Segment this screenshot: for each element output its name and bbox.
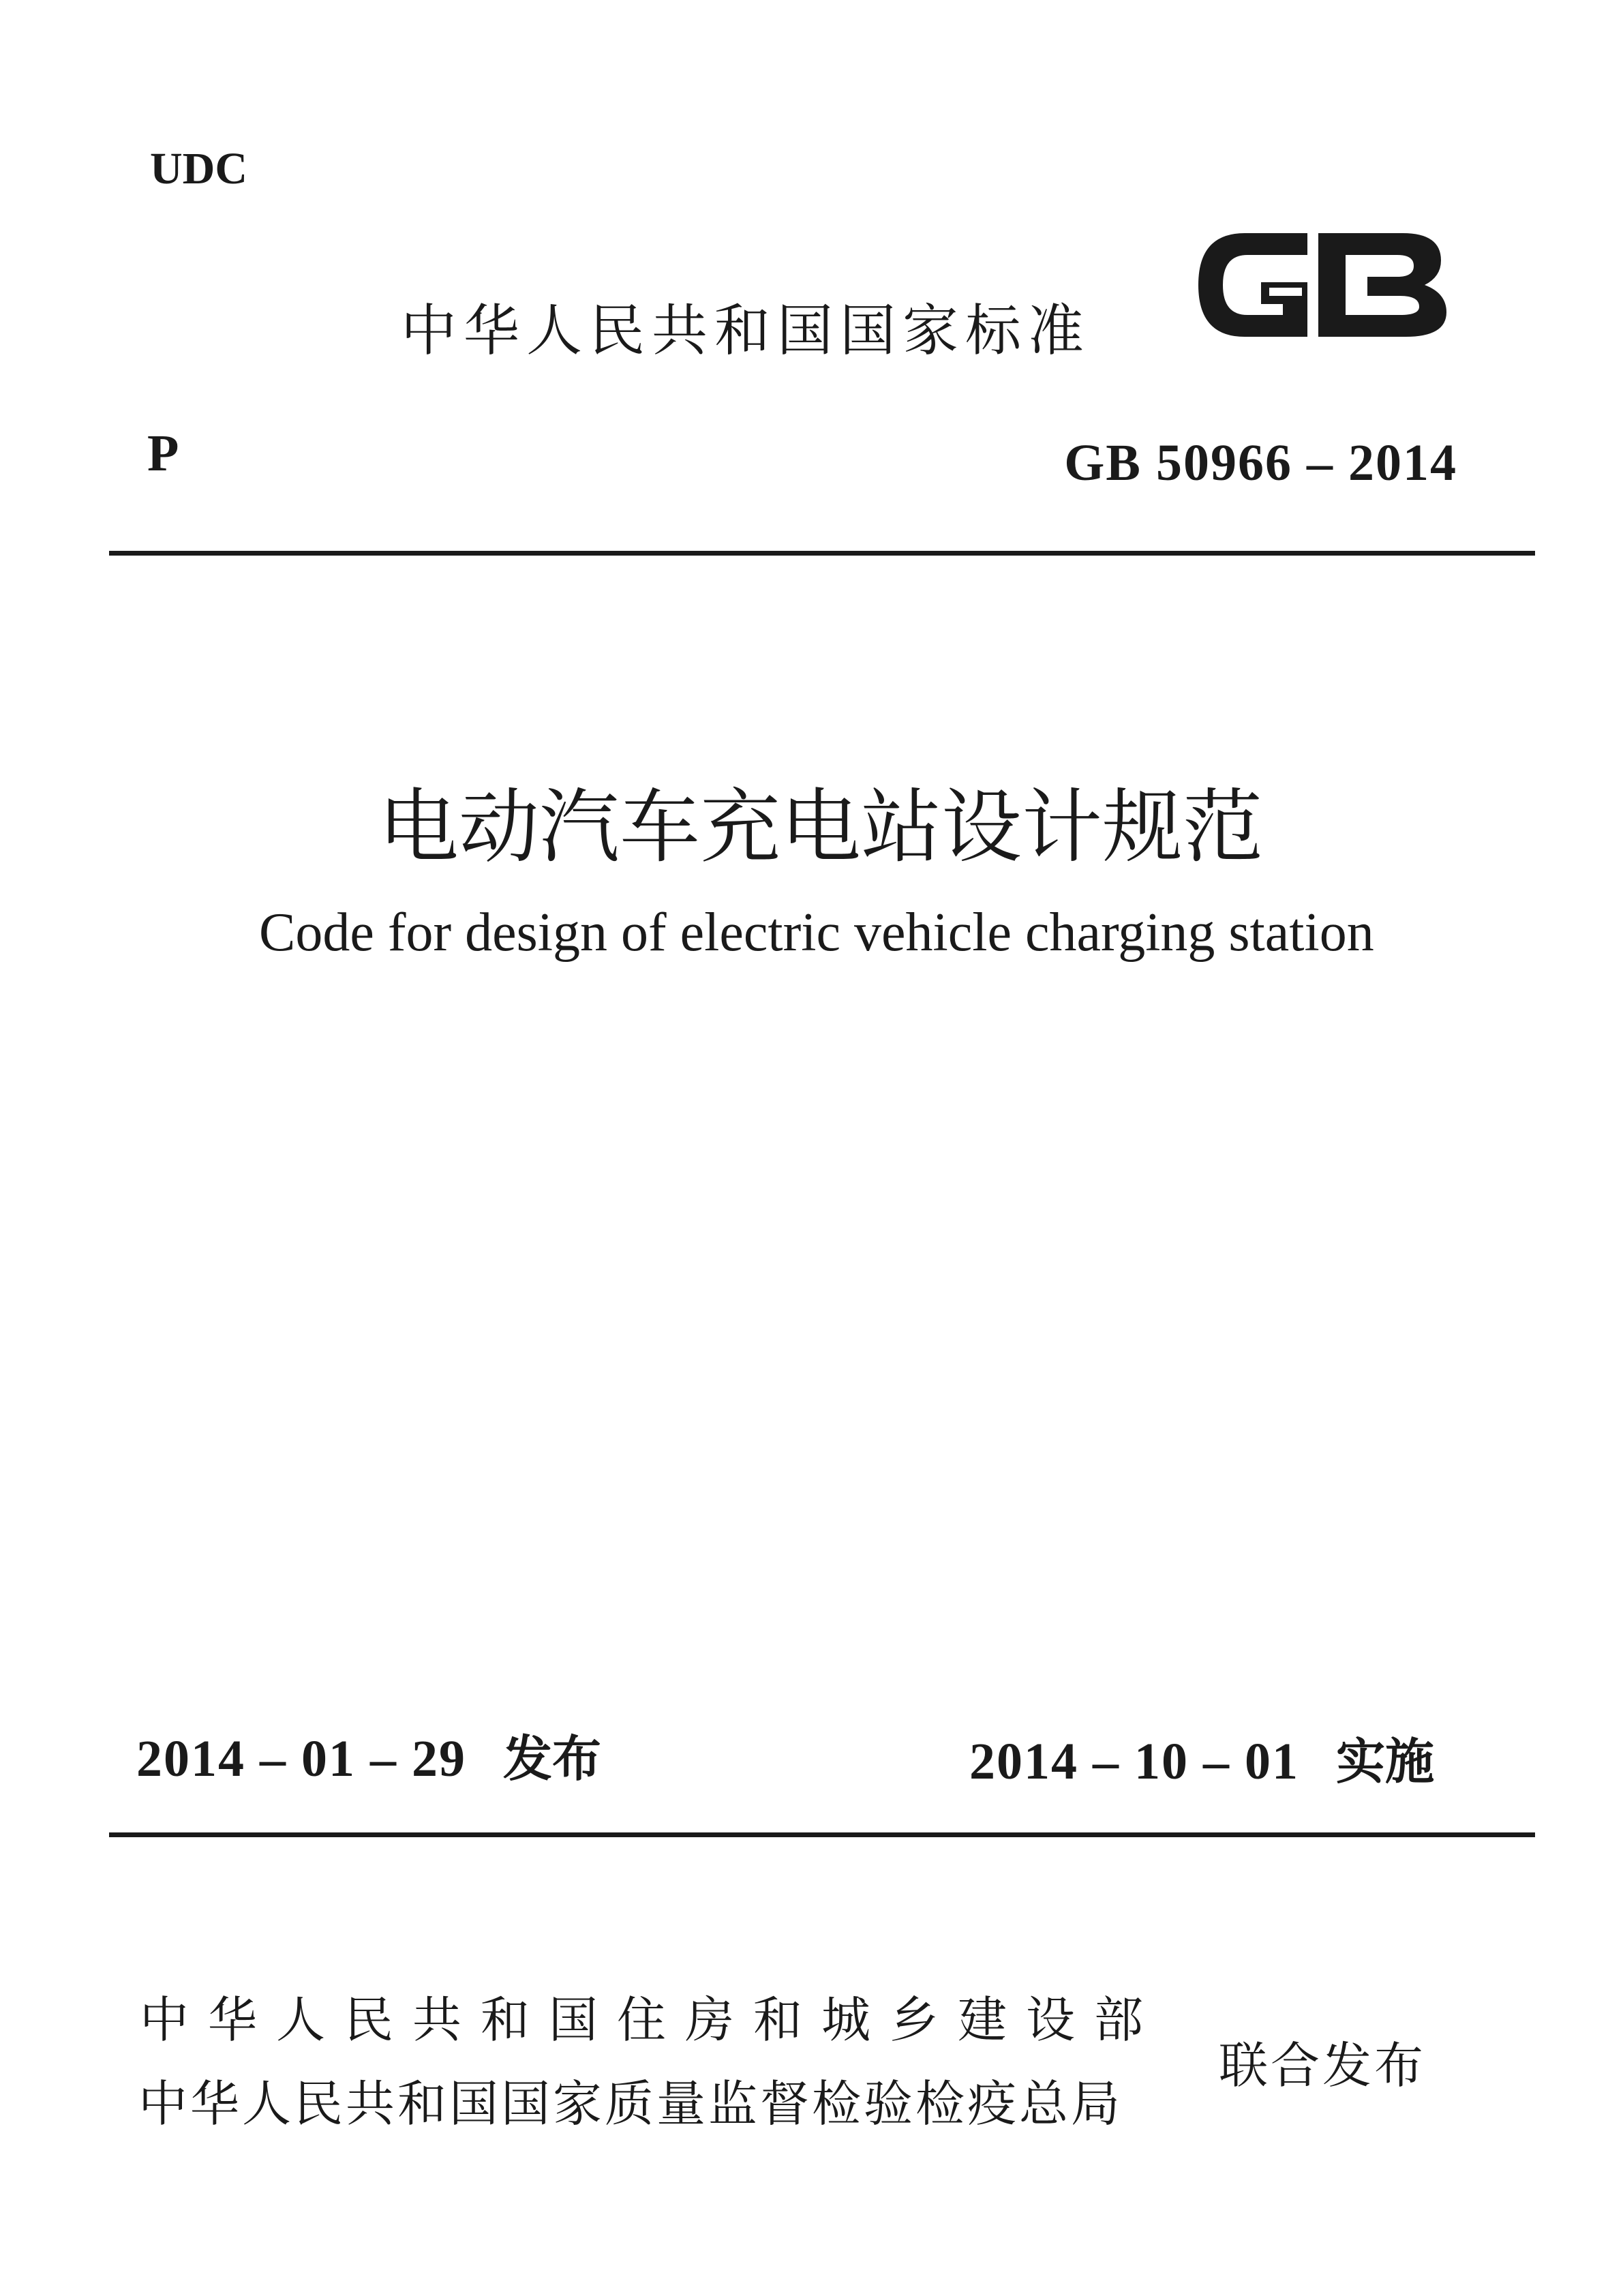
top-divider — [109, 551, 1535, 556]
effective-date: 2014 – 10 – 01 — [969, 1733, 1299, 1790]
bottom-divider — [109, 1832, 1535, 1837]
issuer-aqsiq: 中华人民共和国国家质量监督检验检疫总局 — [138, 2075, 1123, 2132]
classification-code: P — [147, 425, 179, 482]
effective-date-block — [969, 1722, 1434, 1793]
issue-date: 2014 – 01 – 29 — [136, 1730, 466, 1787]
standard-number: GB 50966 – 2014 — [1064, 434, 1457, 492]
gb-logo — [1187, 217, 1455, 353]
joint-release-label: 联合发布 — [1219, 2037, 1427, 2094]
issue-date-block — [136, 1719, 601, 1790]
issue-label: 发布 — [503, 1730, 602, 1787]
national-standard-heading: 中华人民共和国国家标准 — [401, 299, 1091, 363]
udc-label: UDC — [150, 144, 247, 194]
issuer-ministry-housing: 中华人民共和国住房和城乡建设部 — [140, 1991, 1163, 2049]
document-title: 电动汽车充电站设计规范 — [378, 783, 1264, 873]
effective-label: 实施 — [1336, 1733, 1435, 1790]
document-subtitle-english: Code for design of electric vehicle charging station — [259, 903, 1374, 963]
